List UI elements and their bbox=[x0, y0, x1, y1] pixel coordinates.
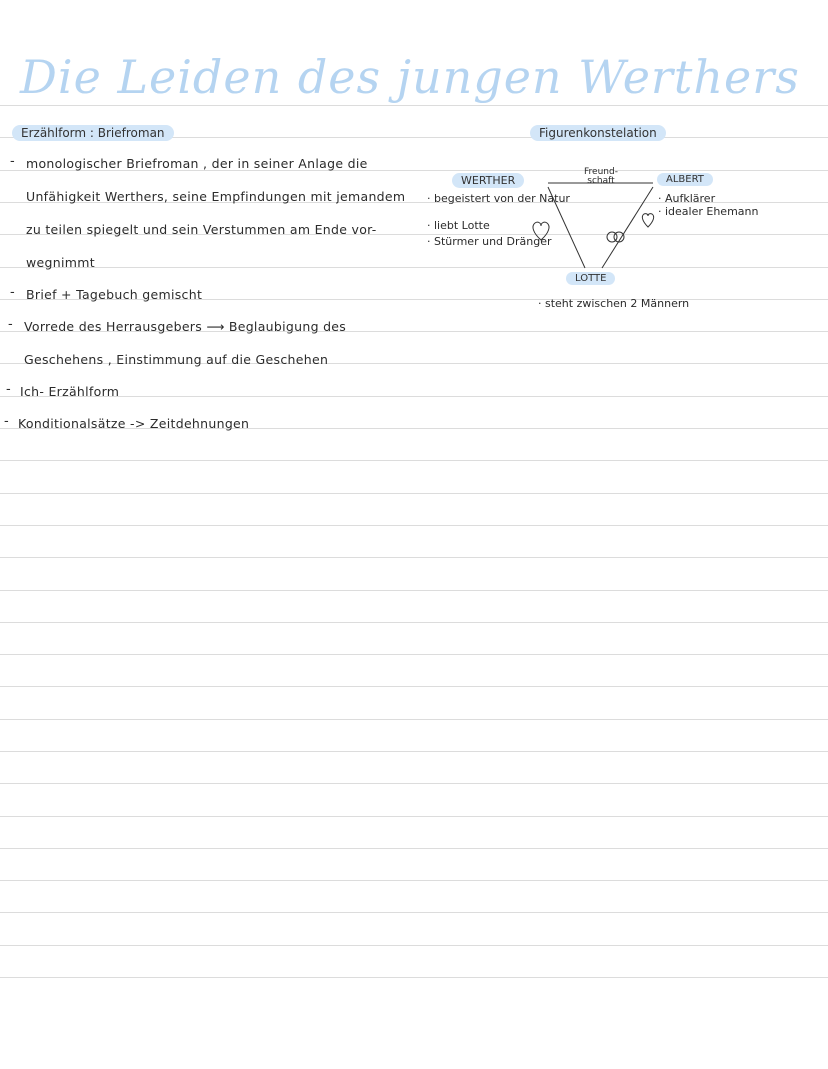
bullet-dash: - bbox=[8, 317, 13, 332]
werther-trait: · Stürmer und Dränger bbox=[427, 235, 552, 248]
note-line: Geschehens , Einstimmung auf die Geschehen bbox=[24, 352, 329, 367]
werther-lotte-line bbox=[548, 187, 585, 268]
heart-icon bbox=[642, 214, 653, 227]
bullet-dash: - bbox=[10, 154, 15, 169]
heart-icon bbox=[533, 222, 549, 240]
albert-trait: · Aufklärer bbox=[658, 192, 716, 205]
note-line: Vorrede des Herrausgebers ⟶ Beglaubigung des bbox=[24, 319, 347, 334]
bullet-dash: - bbox=[4, 414, 9, 429]
bullet-dash: - bbox=[10, 285, 15, 300]
albert-trait: · idealer Ehemann bbox=[658, 205, 759, 218]
werther-trait: · liebt Lotte bbox=[427, 219, 490, 232]
relation-label-freundschaft: Freund- schaft bbox=[584, 167, 618, 186]
note-line: zu teilen spiegelt und sein Verstummen am Ende vor- bbox=[26, 222, 377, 237]
figuren-heading: Figurenkonstelation bbox=[530, 125, 666, 141]
note-line: wegnimmt bbox=[26, 255, 95, 270]
lotte-trait: · steht zwischen 2 Männern bbox=[538, 297, 690, 310]
note-line: Ich- Erzählform bbox=[20, 384, 120, 399]
werther-label: WERTHER bbox=[452, 173, 524, 188]
note-line: monologischer Briefroman , der in seiner Anlage die bbox=[26, 156, 368, 171]
note-line: Brief + Tagebuch gemischt bbox=[26, 287, 203, 302]
lotte-label: LOTTE bbox=[566, 272, 615, 285]
werther-trait: · begeistert von der Natur bbox=[427, 192, 570, 205]
note-line: Konditionalsätze -> Zeitdehnungen bbox=[18, 416, 250, 431]
albert-label: ALBERT bbox=[657, 173, 713, 186]
bullet-dash: - bbox=[6, 382, 11, 397]
page-title: Die Leiden des jungen Werthers bbox=[20, 50, 800, 104]
section-label-erzaehlform: Erzählform : Briefroman bbox=[12, 125, 174, 141]
note-line: Unfähigkeit Werthers, seine Empfindungen mit jemandem bbox=[26, 189, 406, 204]
albert-lotte-line bbox=[602, 187, 653, 268]
